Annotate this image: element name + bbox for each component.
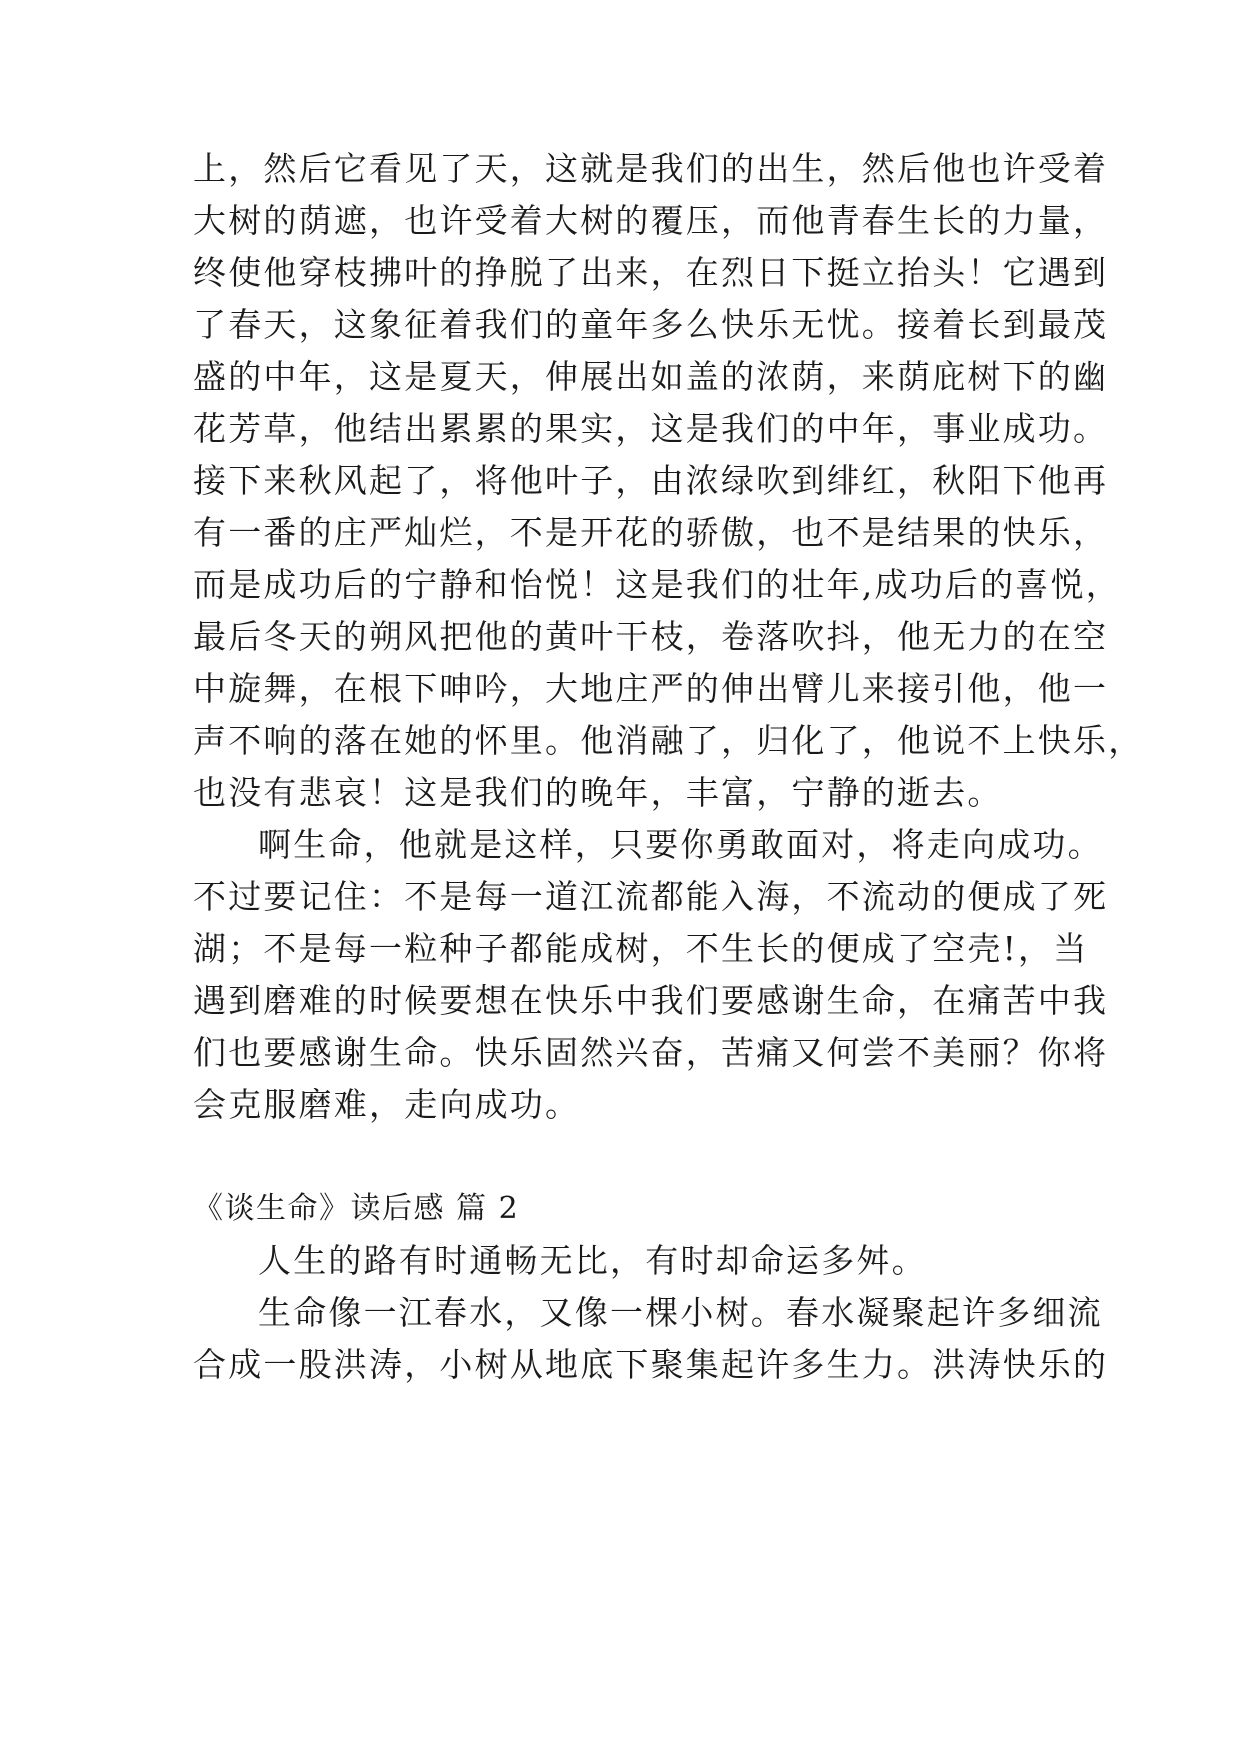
paragraph-line: 啊生命，他就是这样，只要你勇敢面对，将走向成功。 [258, 825, 1103, 864]
paragraph-line: 了春天，这象征着我们的童年多么快乐无忧。接着长到最茂 [193, 305, 1109, 344]
paragraph-line: 声不响的落在她的怀里。他消融了，归化了，他说不上快乐， [193, 721, 1144, 760]
paragraph-line: 合成一股洪涛，小树从地底下聚集起许多生力。洪涛快乐的 [193, 1345, 1109, 1384]
paragraph-line: 湖；不是每一粒种子都能成树，不生长的便成了空壳!，当 [193, 929, 1089, 968]
paragraph-line: 也没有悲哀！这是我们的晚年，丰富，宁静的逝去。 [193, 773, 1003, 812]
paragraph-line: 花芳草，他结出累累的果实，这是我们的中年，事业成功。 [193, 409, 1109, 448]
paragraph-line: 大树的荫遮，也许受着大树的覆压，而他青春生长的力量， [193, 201, 1109, 240]
section-heading: 《谈生命》读后感 篇 2 [193, 1191, 520, 1226]
paragraph-line: 不过要记住：不是每一道江流都能入海，不流动的便成了死 [193, 877, 1109, 916]
paragraph-line: 而是成功后的宁静和怡悦！这是我们的壮年,成功后的喜悦， [193, 565, 1121, 604]
paragraph-line: 终使他穿枝拂叶的挣脱了出来，在烈日下挺立抬头！它遇到 [193, 253, 1109, 292]
paragraph-line: 盛的中年，这是夏天，伸展出如盖的浓荫，来荫庇树下的幽 [193, 357, 1109, 396]
paragraph-line: 生命像一江春水，又像一棵小树。春水凝聚起许多细流 [258, 1293, 1103, 1332]
paragraph-line: 遇到磨难的时候要想在快乐中我们要感谢生命，在痛苦中我 [193, 981, 1109, 1020]
paragraph-line: 上，然后它看见了天，这就是我们的出生，然后他也许受着 [193, 149, 1109, 188]
paragraph-line: 人生的路有时通畅无比，有时却命运多舛。 [258, 1241, 927, 1280]
paragraph-line: 最后冬天的朔风把他的黄叶干枝，卷落吹抖，他无力的在空 [193, 617, 1109, 656]
paragraph-line: 有一番的庄严灿烂，不是开花的骄傲，也不是结果的快乐， [193, 513, 1109, 552]
paragraph-line: 接下来秋风起了，将他叶子，由浓绿吹到绯红，秋阳下他再 [193, 461, 1109, 500]
paragraph-line: 会克服磨难，走向成功。 [193, 1085, 581, 1124]
paragraph-line: 们也要感谢生命。快乐固然兴奋，苦痛又何尝不美丽？你将 [193, 1033, 1109, 1072]
paragraph-line: 中旋舞，在根下呻吟，大地庄严的伸出臂儿来接引他，他一 [193, 669, 1109, 708]
